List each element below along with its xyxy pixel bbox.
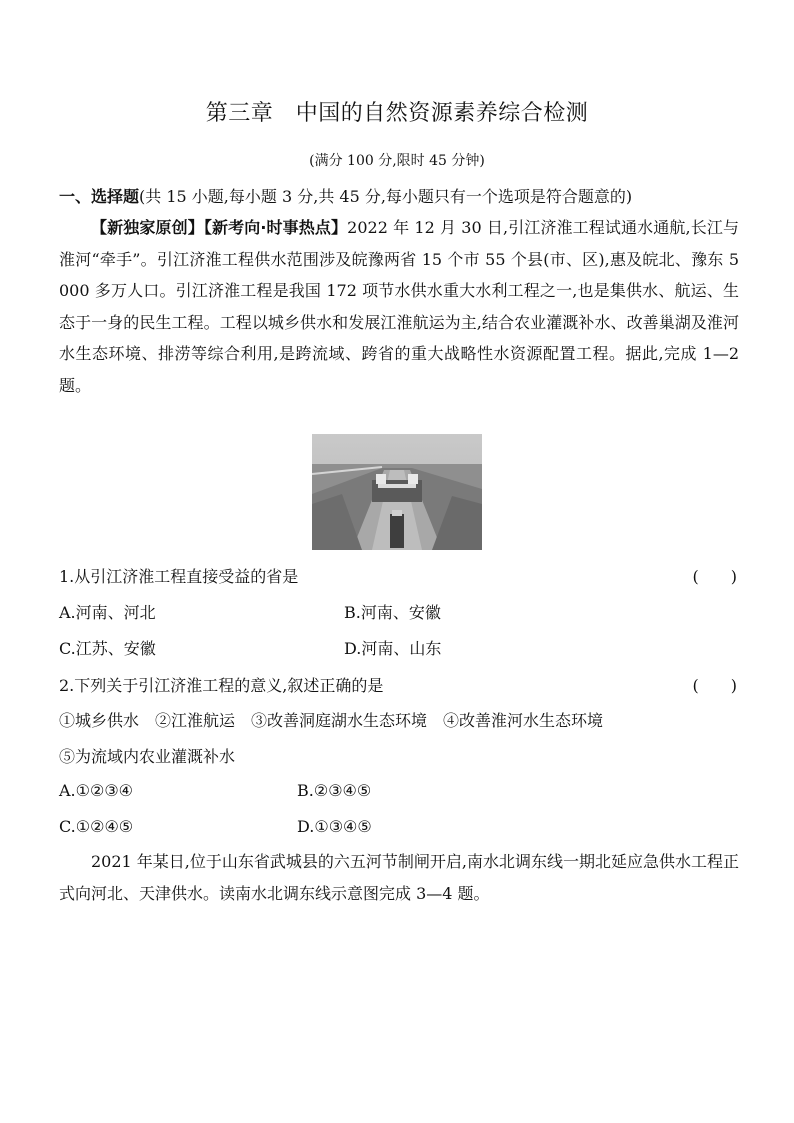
q2-option-c[interactable]: C.①②④⑤ — [59, 817, 134, 836]
passage-1 — [59, 212, 739, 402]
passage-1-text: 2022 年 12 月 30 日,引江济淮工程试通水通航,长江与淮河“牵手”。引江济淮工程供水范围涉及皖豫两省 15 个市 55 个县(市、区),惠及皖北、豫东 5 000 多万人口。引江济淮工程是我国 172 项节水供水重大水利工程之一,也是集供水、航运、生态于一身的民生工程。工程以城乡供水和发展江淮航运为主,结合农业灌溉补水、改善巢湖及淮河水生态环境、排涝等综合利用,是跨流域、跨省的重大战略性水资源配置工程。据此,完成 1—2 题。 — [59, 218, 739, 395]
q2-option-a[interactable]: A.①②③④ — [59, 781, 134, 800]
q2-items-line-1: ①城乡供水 ②江淮航运 ③改善洞庭湖水生态环境 ④改善淮河水生态环境 — [59, 711, 604, 730]
q2-option-b[interactable]: B.②③④⑤ — [297, 781, 372, 800]
section-heading — [59, 184, 632, 207]
question-2 — [59, 673, 739, 696]
page-title: 第三章 中国的自然资源素养综合检测 — [205, 101, 589, 126]
section-note: (共 15 小题,每小题 3 分,共 45 分,每小题只有一个选项是符合题意的) — [139, 187, 633, 206]
question-1 — [59, 564, 739, 587]
score-time-note: (满分 100 分,限时 45 分钟) — [309, 153, 485, 169]
q1-option-b[interactable]: B.河南、安徽 — [344, 603, 441, 622]
q2-option-d[interactable]: D.①③④⑤ — [297, 817, 372, 836]
answer-blank-1[interactable]: ( ) — [692, 567, 737, 586]
answer-blank-2[interactable]: ( ) — [692, 676, 737, 695]
tag-original: 【新独家原创】 — [91, 218, 204, 237]
question-1-stem: 1.从引江济淮工程直接受益的省是 — [59, 567, 299, 586]
q1-option-d[interactable]: D.河南、山东 — [344, 639, 442, 658]
q1-option-a[interactable]: A.河南、河北 — [59, 603, 156, 622]
q2-items-line-2: ⑤为流域内农业灌溉补水 — [59, 747, 236, 766]
section-label: 一、选择题 — [59, 187, 140, 206]
q1-option-c[interactable]: C.江苏、安徽 — [59, 639, 156, 658]
tag-hot-topic: 【新考向·时事热点】 — [203, 218, 348, 237]
passage-2: 2021 年某日,位于山东省武城县的六五河节制闸开启,南水北调东线一期北延应急供水工程正式向河北、天津供水。读南水北调东线示意图完成 3—4 题。 — [59, 852, 739, 903]
question-2-stem: 2.下列关于引江济淮工程的意义,叙述正确的是 — [59, 676, 384, 695]
ship-lock-photo — [312, 434, 482, 550]
